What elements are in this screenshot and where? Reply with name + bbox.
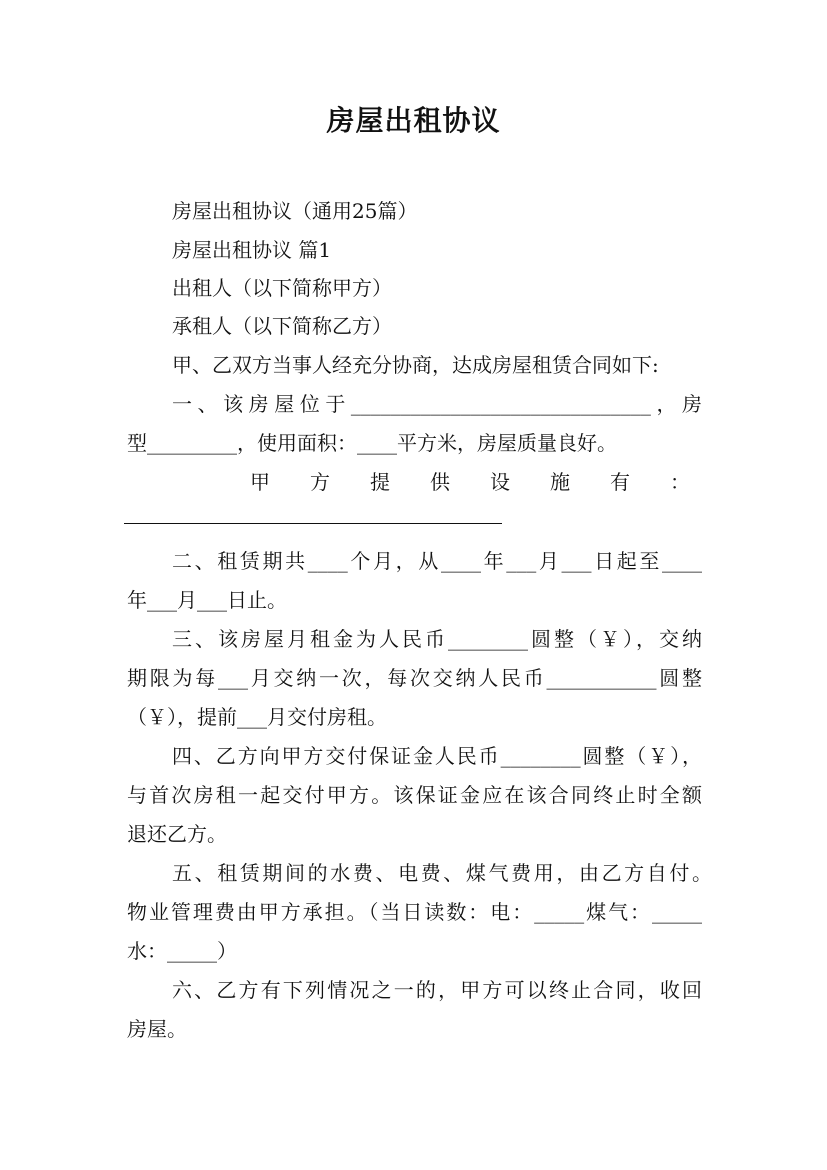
- facilities-line: 甲 方 提 供 设 施 有 ：: [250, 470, 690, 494]
- clause-4-line-1: 四、乙方向甲方交付保证金人民币________圆整（￥），: [172, 744, 702, 768]
- lessor-line: 出租人（以下简称甲方）: [172, 276, 392, 300]
- subtitle-line: 房屋出租协议（通用25篇）: [172, 199, 418, 223]
- clause-5-line-1: 五、租赁期间的水费、电费、煤气费用，由乙方自付。: [172, 861, 712, 885]
- clause-6-line-2: 房屋。: [127, 1017, 187, 1041]
- clause-1-line-2: 型_________，使用面积：____平方米，房屋质量良好。: [127, 431, 617, 455]
- clause-5-line-3: 水：_____）: [127, 939, 237, 963]
- clause-4-line-3: 退还乙方。: [127, 822, 227, 846]
- clause-3-line-1: 三、该房屋月租金为人民币________圆整（￥），交纳: [172, 627, 702, 651]
- clause-5-line-2: 物业管理费由甲方承担。（当日读数：电：_____煤气：_____: [127, 900, 702, 924]
- clause-2-line-2: 年___月___日止。: [127, 588, 287, 612]
- clause-3-line-3: （￥），提前___月交付房租。: [127, 705, 387, 729]
- clause-2-line-1: 二、租赁期共____个月，从____年___月___日起至____: [172, 549, 702, 573]
- clause-6-line-1: 六、乙方有下列情况之一的，甲方可以终止合同，收回: [172, 978, 702, 1002]
- clause-3-line-2: 期限为每___月交纳一次，每次交纳人民币___________圆整: [127, 666, 702, 690]
- section-heading: 房屋出租协议 篇1: [172, 238, 332, 262]
- lessee-line: 承租人（以下简称乙方）: [172, 314, 392, 338]
- facilities-underline: [124, 523, 502, 524]
- agreement-intro: 甲、乙双方当事人经充分协商，达成房屋租赁合同如下:: [172, 353, 659, 377]
- document-title: 房屋出租协议: [326, 104, 501, 137]
- clause-1-line-1: 一、该房屋位于______________________________，房: [172, 392, 702, 416]
- clause-4-line-2: 与首次房租一起交付甲方。该保证金应在该合同终止时全额: [127, 783, 702, 807]
